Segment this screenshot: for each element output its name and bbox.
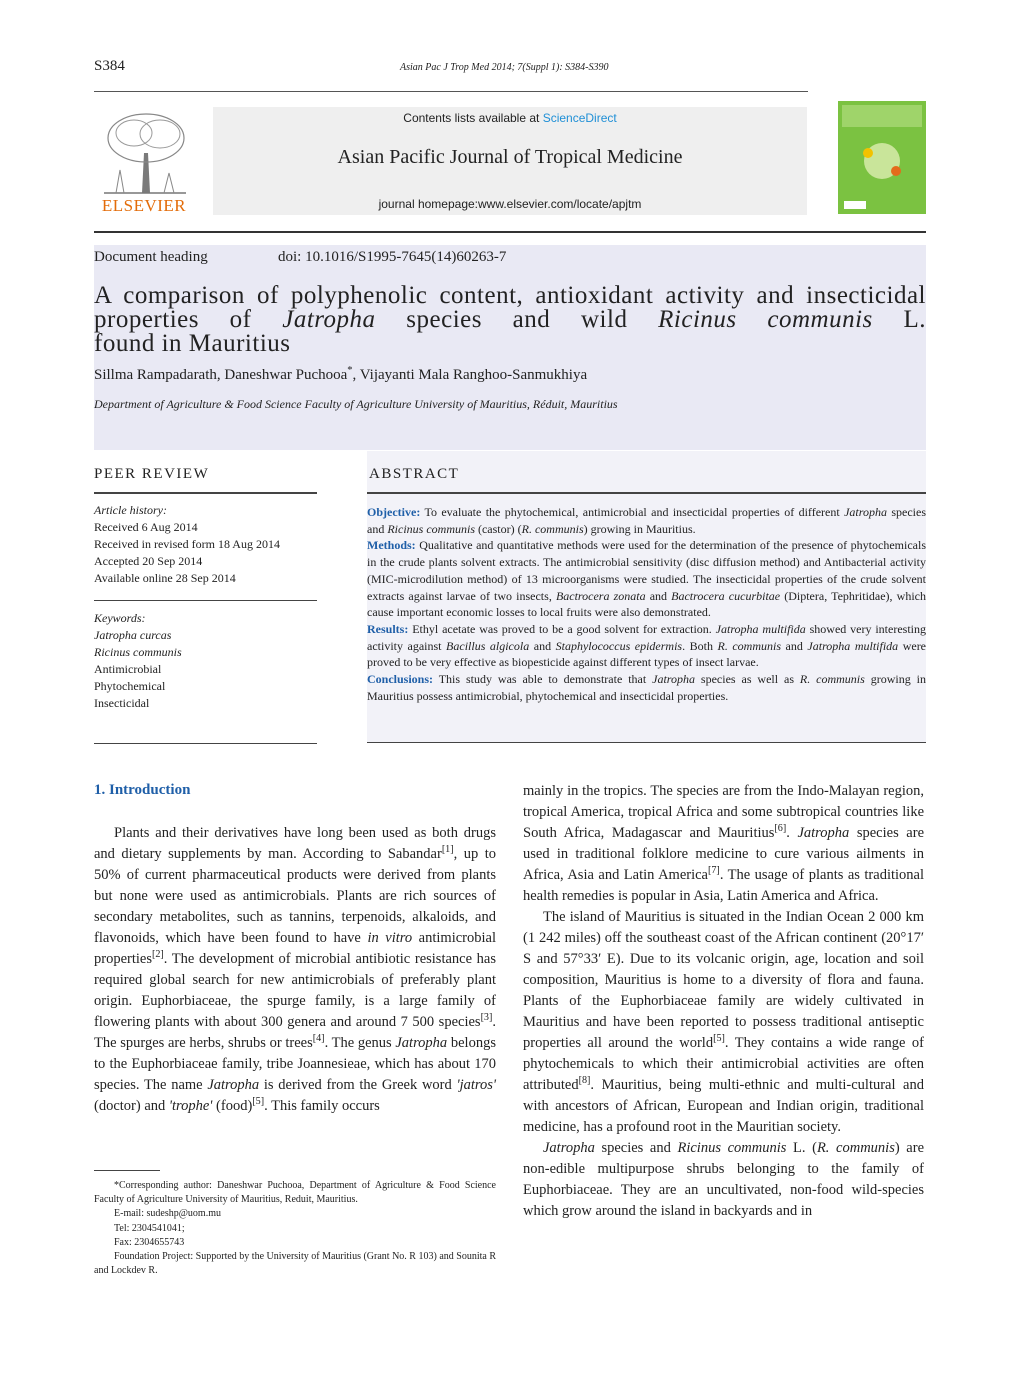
author-list: Sillma Rampadarath, Daneshwar Puchooa*, Vijayanti Mala Ranghoo-Sanmukhiya bbox=[94, 365, 588, 383]
history-item: Available online 28 Sep 2014 bbox=[94, 571, 236, 585]
section-heading-introduction: 1. Introduction bbox=[94, 782, 191, 798]
abstract-conclusions: Conclusions: This study was able to demonstrate that Jatropha species as well as R. communis growing in Mauritius possess antimicrobial, phytochemical and insecticidal properties. bbox=[367, 672, 926, 703]
article-title: A comparison of polyphenolic content, antioxidant activity and insecticidal properties of Jatropha species and wild Ricinus communis L. found in Mauritius bbox=[94, 282, 926, 357]
citation-ref[interactable]: [7] bbox=[708, 865, 720, 877]
contents-prefix: Contents lists available at bbox=[403, 111, 543, 125]
journal-title: Asian Pacific Journal of Tropical Medicine bbox=[337, 146, 683, 168]
citation-ref[interactable]: [5] bbox=[713, 1033, 725, 1045]
abstract-rule bbox=[367, 492, 926, 494]
abstract-text bbox=[367, 504, 926, 704]
citation-ref[interactable]: [4] bbox=[312, 1033, 325, 1045]
footnotes bbox=[94, 1179, 496, 1278]
citation-ref[interactable]: [5] bbox=[252, 1096, 265, 1108]
peer-review-heading: PEER REVIEW bbox=[94, 466, 210, 482]
citation-ref[interactable]: [8] bbox=[578, 1075, 591, 1087]
citation-ref[interactable]: [3] bbox=[480, 1012, 493, 1024]
history-label: Article history: bbox=[94, 503, 167, 517]
citation-ref[interactable]: [2] bbox=[151, 949, 164, 961]
abstract-objective: Objective: To evaluate the phytochemical, antimicrobial and insecticidal properties of different Jatropha species and Ricinus communis (castor) (R. communis) growing in Mauritius. bbox=[367, 505, 927, 536]
sciencedirect-link[interactable]: ScienceDirect bbox=[542, 111, 617, 125]
body-paragraph: Jatropha species and Ricinus communis L. (R. communis) are non-edible multipurpose shrubs belonging to the family of Euphorbiaceae. They are an uncultivated, non-food wild-species which grow around the island in backyards and in bbox=[523, 1140, 925, 1219]
journal-citation: Asian Pac J Trop Med 2014; 7(Suppl 1): S384-S390 bbox=[400, 62, 609, 73]
citation-ref[interactable]: [6] bbox=[774, 823, 787, 835]
header-rule bbox=[94, 91, 808, 92]
footnote-email[interactable]: E-mail: sudeshp@uom.mu bbox=[114, 1208, 221, 1220]
footnote-rule bbox=[94, 1170, 160, 1171]
history-item: Received 6 Aug 2014 bbox=[94, 520, 198, 534]
page-number: S384 bbox=[94, 58, 125, 74]
peer-review-rule bbox=[94, 492, 317, 494]
body-paragraph: The island of Mauritius is situated in the Indian Ocean 2 000 km (1 242 miles) off the southeast coast of the African continent (20°17′ S and 57°33′ E). Due to its volcanic origin, age, location and soil composition, Mauritius is home to a diversity of flora and fauna. Plants of the Euphorbiaceae family are widely cultivated in Mauritius and have been reported to possess traditional antiseptic properties all around the world[5]. They contains a wide range of phytochemicals to which their antimicrobial activities are often attributed[8]. Mauritius, being multi-ethnic and multi-cultural and with ancestors of African, European and Indian origin, traditional medicine, has a profound root in the Mauritian society. bbox=[523, 909, 924, 1135]
abstract-heading: ABSTRACT bbox=[369, 466, 460, 482]
history-item: Received in revised form 18 Aug 2014 bbox=[94, 537, 280, 551]
keyword-item: Jatropha curcas bbox=[94, 628, 172, 642]
abstract-bottom-rule bbox=[367, 742, 926, 743]
journal-homepage-link[interactable]: journal homepage:www.elsevier.com/locate/apjtm bbox=[378, 197, 642, 211]
elsevier-wordmark: ELSEVIER bbox=[101, 196, 187, 215]
keyword-item: Insecticidal bbox=[94, 696, 150, 710]
keywords bbox=[94, 610, 182, 712]
keywords-rule bbox=[94, 743, 317, 744]
header-bottom-rule bbox=[94, 231, 926, 233]
contents-available-line bbox=[213, 111, 807, 125]
footnote-tel: Tel: 2304541041; bbox=[114, 1222, 185, 1234]
document-heading-label: Document heading bbox=[94, 249, 208, 265]
keyword-item: Ricinus communis bbox=[94, 645, 182, 659]
body-paragraph: Plants and their derivatives have long been used as both drugs and dietary supplements by man. According to Sabandar[1], up to 50% of current pharmaceutical products were derived from plants but none were used as antimicrobials. Plants are rich sources of secondary metabolites, such as tannins, terpenoids, alkaloids, and flavonoids, which have been found to have in vitro antimicrobial properties[2]. The development of microbial antibiotic resistance has required global search for new antimicrobials of preferably plant origin. Euphorbiaceae, the spurge family, is a large family of flowering plants with about 300 genera and around 7 500 species[3]. The spurges are herbs, shrubs or trees[4]. The genus Jatropha belongs to the Euphorbiaceae family, tribe Joannesieae, which has about 170 species. The name Jatropha is derived from the Greek word 'jatros' (doctor) and 'trophe' (food)[5]. This family occurs bbox=[94, 825, 497, 1114]
body-column-right bbox=[523, 781, 924, 1222]
author-affiliation: Department of Agriculture & Food Science Faculty of Agriculture University of Mauritius, Réduit, Mauritius bbox=[94, 397, 618, 411]
footnote-foundation: Foundation Project: Supported by the University of Mauritius (Grant No. R 103) and Sounita R and Lockdev R. bbox=[94, 1251, 496, 1277]
citation-ref[interactable]: [1] bbox=[441, 844, 454, 856]
history-item: Accepted 20 Sep 2014 bbox=[94, 554, 203, 568]
abstract-methods: Methods: Qualitative and quantitative methods were used for the determination of the presence of phytochemicals in the crude plants solvent extracts. The antimicrobial sensitivity (disc diffusion method) and Antibacterial activity (MIC-microdilution method) of 13 microorganisms were studied. The insecticidal properties of the crude solvent extracts against larvae of two insects, Bactrocera zonata and Bactrocera cucurbitae (Diptera, Tephritidae), which cause important economic losses to local fruits were also demonstrated. bbox=[367, 538, 926, 620]
article-history bbox=[94, 502, 280, 587]
footnote-corresponding-author: *Corresponding author: Daneshwar Puchooa, Department of Agriculture & Food Science Faculty of Agriculture University of Mauritius, Reduit, Mauritius. bbox=[94, 1180, 496, 1206]
body-column-left bbox=[94, 823, 496, 1117]
body-paragraph: mainly in the tropics. The species are from the Indo-Malayan region, tropical America, tropical Africa and some subtropical countries like South Africa, Madagascar and Mauritius[6]. Jatropha species are used in traditional folklore medicine to cure various ailments in Africa, Asia and Latin America[7]. The usage of plants as traditional health remedies is popular in Asia, Latin America and Africa. bbox=[523, 783, 925, 904]
keyword-item: Phytochemical bbox=[94, 679, 166, 693]
keyword-item: Antimicrobial bbox=[94, 662, 162, 676]
abstract-results: Results: Ethyl acetate was proved to be a good solvent for extraction. Jatropha multifida showed very interesting activity against Bacillus algicola and Staphylococcus epidermis. Both R. communis and Jatropha multifida were proved to be very effective as biopesticide against different types of insect larvae. bbox=[367, 621, 927, 670]
history-rule bbox=[94, 600, 317, 601]
keywords-label: Keywords: bbox=[94, 611, 146, 625]
journal-cover-thumbnail bbox=[838, 101, 926, 214]
footnote-fax: Fax: 2304655743 bbox=[114, 1236, 185, 1248]
doi-link[interactable]: doi: 10.1016/S1995-7645(14)60263-7 bbox=[278, 249, 507, 265]
